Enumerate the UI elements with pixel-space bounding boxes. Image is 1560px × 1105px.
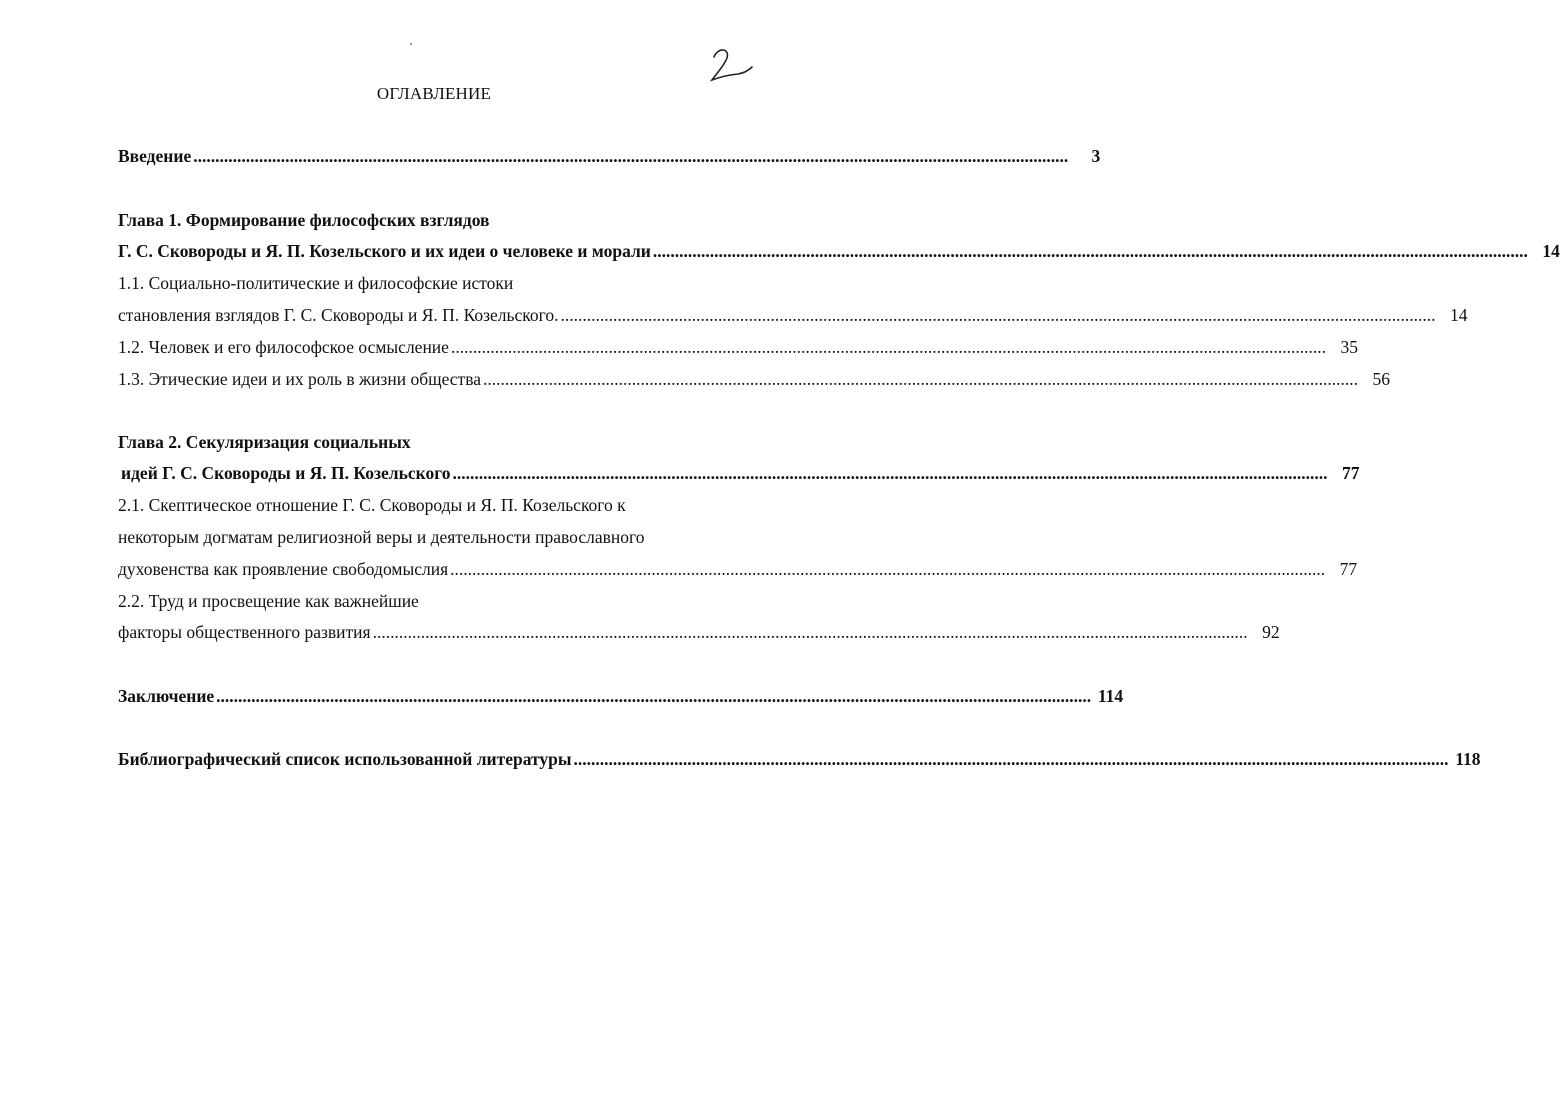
toc-section-2-2-line-2 [118, 622, 1280, 646]
toc-entry-text: Библиографический список использованной литературы [118, 749, 572, 769]
toc-entry-text: 1.2. Человек и его философское осмысление [118, 337, 449, 357]
toc-entry-bibliography [118, 749, 1481, 773]
toc-entry-text: некоторым догматам религиозной веры и деятельности православного [118, 527, 645, 547]
toc-page-number: 14 [1450, 305, 1468, 325]
handwritten-page-mark [708, 44, 754, 84]
toc-page-number: 3 [1091, 146, 1101, 166]
toc-section-1-1-line-2 [118, 305, 1468, 329]
toc-section-2-1-line-3 [118, 559, 1358, 583]
toc-entry-text: становления взглядов Г. С. Сковороды и Я. П. Козельского. [118, 305, 559, 325]
toc-entry-text: 1.3. Этические идеи и их роль в жизни общества [118, 369, 481, 389]
toc-page-number: 92 [1262, 622, 1280, 642]
toc-section-1-3 [118, 369, 1390, 393]
toc-chapter-1-heading [118, 210, 736, 234]
toc-entry-text: 2.2. Труд и просвещение как важнейшие [118, 591, 419, 611]
toc-entry-conclusion [118, 686, 1124, 710]
toc-page-number: 77 [1342, 463, 1360, 483]
toc-chapter-2-heading [118, 432, 736, 456]
toc-entry-text: Глава 1. Формирование философских взглядов [118, 210, 490, 230]
dot-leader: ........................................................................................................................................................................................................ [450, 559, 1326, 579]
dot-leader: ........................................................................................................................................................................................................ [452, 463, 1328, 483]
dot-leader: ........................................................................................................................................................................................................ [216, 686, 1092, 706]
paper-speck [410, 43, 412, 45]
dot-leader: ........................................................................................................................................................................................................ [193, 146, 1069, 166]
toc-section-1-1-line-1 [118, 273, 736, 297]
toc-title: ОГЛАВЛЕНИЕ [376, 84, 492, 103]
toc-page-number: 118 [1455, 749, 1481, 769]
toc-section-2-2-line-1 [118, 591, 736, 615]
dot-leader: ........................................................................................................................................................................................................ [450, 337, 1326, 357]
toc-entry-text: Заключение [118, 686, 215, 706]
toc-entry-text: духовенства как проявление свободомыслия [118, 559, 449, 579]
dot-leader: ........................................................................................................................................................................................................ [372, 622, 1248, 642]
toc-section-2-1-line-2 [118, 527, 736, 551]
toc-section-1-2 [118, 337, 1358, 361]
toc-page-number: 14 [1542, 241, 1560, 261]
toc-entry-text: 1.1. Социально-политические и философские истоки [118, 273, 514, 293]
toc-entry-introduction [118, 146, 1101, 170]
toc-entry-text: Г. С. Сковороды и Я. П. Козельского и их идеи о человеке и морали [118, 241, 651, 261]
toc-chapter-1-title [118, 241, 1560, 265]
toc-entry-text: идей Г. С. Сковороды и Я. П. Козельского [121, 463, 451, 483]
toc-entry-text: Введение [118, 146, 192, 166]
dot-leader: ........................................................................................................................................................................................................ [483, 369, 1358, 389]
dot-leader: ........................................................................................................................................................................................................ [560, 305, 1436, 325]
toc-section-2-1-line-1 [118, 495, 736, 519]
toc-entry-text: факторы общественного развития [118, 622, 371, 642]
toc-chapter-2-title [121, 463, 1360, 487]
dot-leader: ........................................................................................................................................................................................................ [573, 749, 1449, 769]
toc-page-number: 35 [1340, 337, 1358, 357]
dot-leader: ........................................................................................................................................................................................................ [652, 241, 1528, 261]
toc-page-number: 114 [1097, 686, 1124, 706]
toc-entry-text: Глава 2. Секуляризация социальных [118, 432, 411, 452]
toc-page-number: 77 [1339, 559, 1358, 579]
toc-entry-text: 2.1. Скептическое отношение Г. С. Сковороды и Я. П. Козельского к [118, 495, 626, 515]
toc-page-number: 56 [1372, 369, 1390, 389]
